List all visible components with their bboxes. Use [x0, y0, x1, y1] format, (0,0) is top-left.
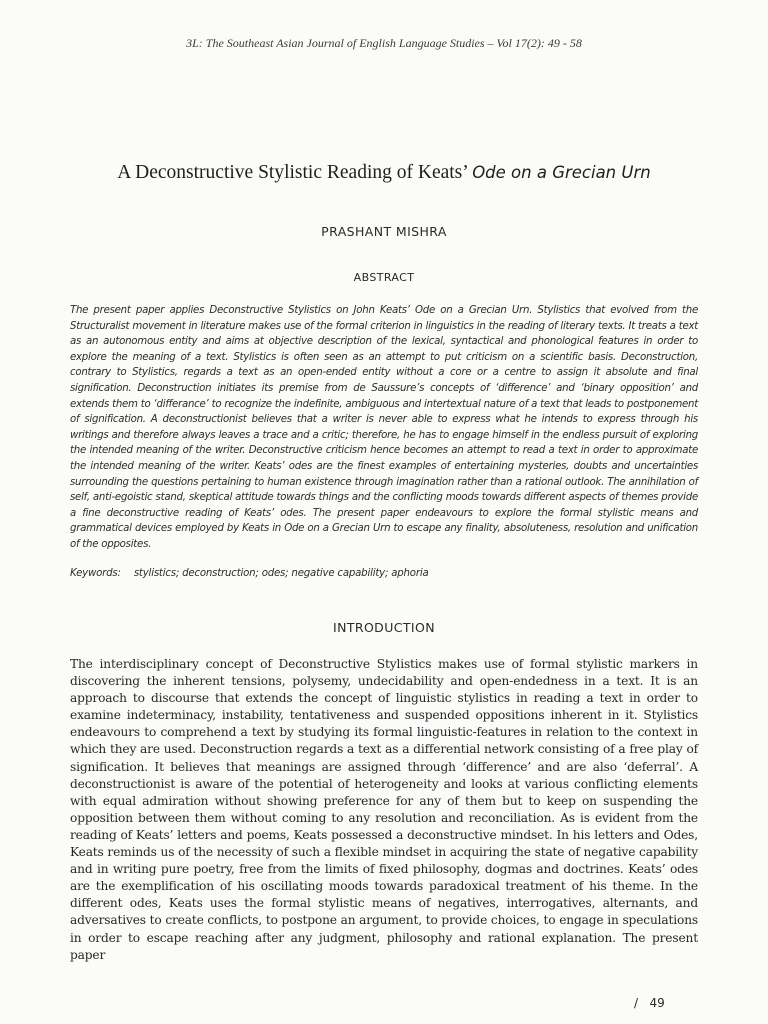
running-head: 3L: The Southeast Asian Journal of English Language Studies – Vol 17(2): 49 - 58	[186, 36, 582, 50]
abstract-text: The present paper applies Deconstructive Stylistics on John Keats’ Ode on a Grecian Urn. Stylistics that evolved from the Structuralist movement in literature makes use of the formal criterion in linguistics in the reading of literary texts. It treats a text as an autonomous entity and aims at objective description of the lexical, syntactical and phonological features in order to explore the meaning of a text. Stylistics is often seen as an attempt to put criticism on a scientific basis. Deconstruction, contrary to Stylistics, regards a text as an open-ended entity without a core or a centre to assign it absolute and final signification. Deconstruction initiates its premise from de Saussure’s concepts of ‘difference’ and ‘binary opposition’ and extends them to ‘differance’ to recognize the indefinite, ambiguous and intertextual nature of a text that leads to postponement of signification. A deconstructionist believes that a writer is never able to express what he intends to express through his writings and therefore always leaves a trace and a critic; therefore, he has to engage himself in the endless pursuit of exploring the intended meaning of the writer. Deconstructive criticism hence becomes an attempt to read a text in order to approximate the intended meaning of the writer. Keats’ odes are the finest examples of entertaining mysteries, doubts and uncertainties surrounding the questions pertaining to human existence through imagination rather than a rational outlook. The annihilation of self, anti-egoistic stand, skeptical attitude towards things and the conflicting moods towards different aspects of themes provide a fine deconstructive reading of Keats’ odes. The present paper endeavours to explore the formal stylistic means and grammatical devices employed by Keats in Ode on a Grecian Urn to escape any finality, absoluteness, resolution and unification of the opposites.	[70, 305, 698, 550]
page-number: / 49	[634, 996, 665, 1010]
author-name: PRASHANT MISHRA	[321, 224, 447, 239]
article-title	[0, 162, 768, 184]
introduction-text: The interdisciplinary concept of Deconstructive Stylistics makes use of formal stylistic markers in discovering the inherent tensions, polysemy, undecidability and open-endedness in a text. It is an approach to discourse that extends the concept of linguistic stylistics in reading a text in order to examine indeterminacy, instability, tentativeness and suspended oppositions inherent in it. Stylistics endeavours to comprehend a text by studying its formal linguistic-features in relation to the context in which they are used. Deconstruction regards a text as a differential network consisting of a free play of signification. It believes that meanings are assigned through ‘difference’ and are also ‘deferral’. A deconstructionist is aware of the potential of heterogeneity and looks at various conflicting elements with equal admiration without showing preference for any of them but to keep on suspending the opposition between them without coming to any resolution and reconciliation. As is evident from the reading of Keats’ letters and poems, Keats possessed a deconstructive mindset. In his letters and Odes, Keats reminds us of the necessity of such a flexible mindset in acquiring the state of negative capability and in writing pure poetry, free from the limits of fixed philosophy, dogmas and doctrines. Keats’ odes are the exemplification of his oscillating moods towards paradoxical treatment of his theme. In the different odes, Keats uses the formal stylistic means of negatives, interrogatives, alternants, and adversatives to create conflicts, to postpone an argument, to provide choices, to engage in speculations in order to escape reaching after any judgment, philosophy and rational explanation. The present paper	[70, 657, 698, 962]
article-title-italic: Ode on a Grecian Urn	[472, 163, 651, 182]
abstract-heading: ABSTRACT	[353, 271, 415, 284]
keywords-label: Keywords:	[70, 568, 121, 579]
introduction-heading: INTRODUCTION	[332, 620, 435, 635]
keywords-terms: stylistics; deconstruction; odes; negative capability; aphoria	[133, 568, 429, 579]
article-title-main: A Deconstructive Stylistic Reading of Keats’	[117, 162, 473, 183]
keywords-line	[70, 566, 698, 581]
